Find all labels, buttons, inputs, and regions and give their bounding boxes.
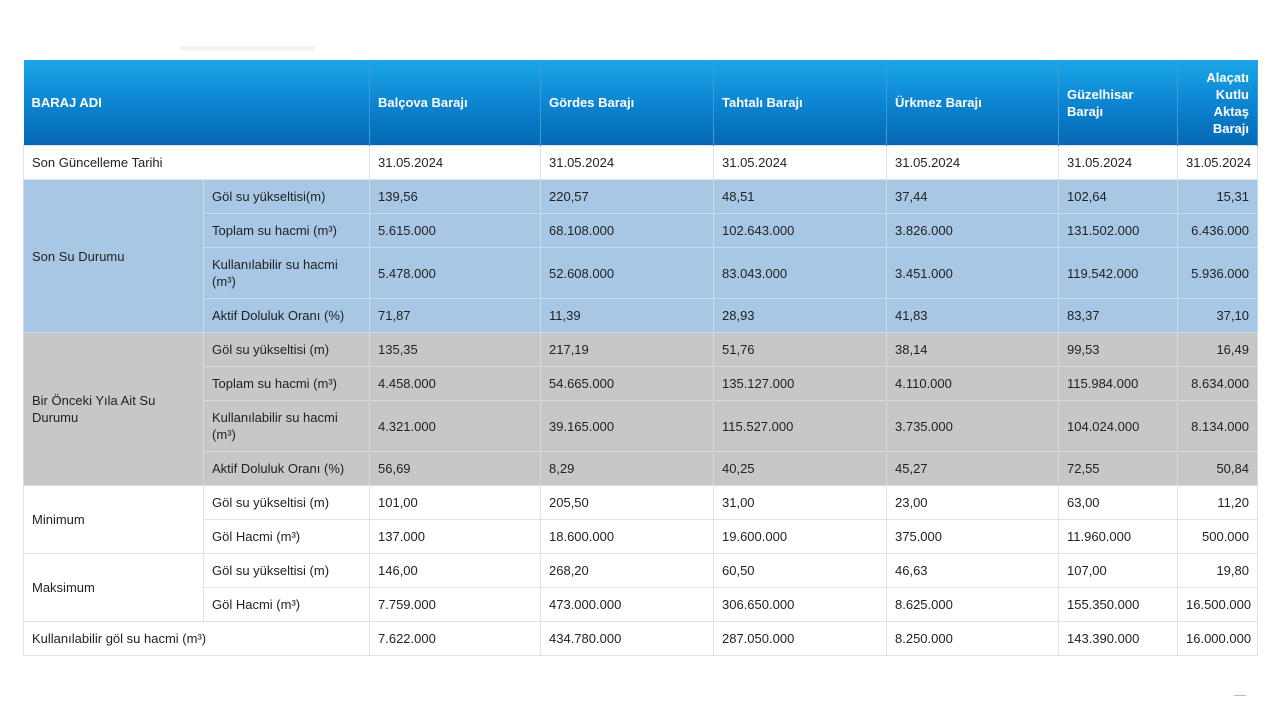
faint-top-bar bbox=[180, 46, 315, 51]
value-cell: 41,83 bbox=[887, 299, 1059, 333]
value-cell: 83.043.000 bbox=[714, 248, 887, 299]
value-cell: 139,56 bbox=[370, 180, 541, 214]
table-row bbox=[24, 214, 1258, 248]
value-cell: 7.622.000 bbox=[370, 622, 541, 656]
value-cell: 3.826.000 bbox=[887, 214, 1059, 248]
header-dam-urkmez: Ürkmez Barajı bbox=[887, 60, 1059, 146]
value-cell: 63,00 bbox=[1059, 486, 1178, 520]
table-row bbox=[24, 180, 1258, 214]
table-row bbox=[24, 299, 1258, 333]
value-cell: 107,00 bbox=[1059, 554, 1178, 588]
value-cell: 101,00 bbox=[370, 486, 541, 520]
corner-mark bbox=[1234, 695, 1246, 696]
value-cell: 8.250.000 bbox=[887, 622, 1059, 656]
value-cell: 16.500.000 bbox=[1178, 588, 1258, 622]
value-cell: 473.000.000 bbox=[541, 588, 714, 622]
update-date-cell: 31.05.2024 bbox=[1178, 146, 1258, 180]
value-cell: 3.735.000 bbox=[887, 401, 1059, 452]
value-cell: 19,80 bbox=[1178, 554, 1258, 588]
value-cell: 268,20 bbox=[541, 554, 714, 588]
value-cell: 115.527.000 bbox=[714, 401, 887, 452]
header-dam-tahtali: Tahtalı Barajı bbox=[714, 60, 887, 146]
row-label: Göl Hacmi (m³) bbox=[204, 588, 370, 622]
update-date-cell: 31.05.2024 bbox=[541, 146, 714, 180]
value-cell: 31,00 bbox=[714, 486, 887, 520]
value-cell: 146,00 bbox=[370, 554, 541, 588]
table-row bbox=[24, 520, 1258, 554]
value-cell: 83,37 bbox=[1059, 299, 1178, 333]
header-dam-alacati: Alaçatı Kutlu Aktaş Barajı bbox=[1178, 60, 1258, 146]
table-row bbox=[24, 452, 1258, 486]
value-cell: 51,76 bbox=[714, 333, 887, 367]
update-date-cell: 31.05.2024 bbox=[370, 146, 541, 180]
value-cell: 217,19 bbox=[541, 333, 714, 367]
value-cell: 102,64 bbox=[1059, 180, 1178, 214]
value-cell: 4.110.000 bbox=[887, 367, 1059, 401]
value-cell: 11.960.000 bbox=[1059, 520, 1178, 554]
value-cell: 4.458.000 bbox=[370, 367, 541, 401]
value-cell: 72,55 bbox=[1059, 452, 1178, 486]
value-cell: 306.650.000 bbox=[714, 588, 887, 622]
value-cell: 434.780.000 bbox=[541, 622, 714, 656]
value-cell: 135.127.000 bbox=[714, 367, 887, 401]
row-label: Aktif Doluluk Oranı (%) bbox=[204, 452, 370, 486]
table-row bbox=[24, 554, 1258, 588]
row-label: Göl su yükseltisi (m) bbox=[204, 333, 370, 367]
group-label-maximum: Maksimum bbox=[24, 554, 204, 622]
value-cell: 8.634.000 bbox=[1178, 367, 1258, 401]
value-cell: 48,51 bbox=[714, 180, 887, 214]
value-cell: 45,27 bbox=[887, 452, 1059, 486]
table-row bbox=[24, 248, 1258, 299]
value-cell: 19.600.000 bbox=[714, 520, 887, 554]
value-cell: 15,31 bbox=[1178, 180, 1258, 214]
row-label: Kullanılabilir su hacmi (m³) bbox=[204, 401, 370, 452]
row-label: Toplam su hacmi (m³) bbox=[204, 367, 370, 401]
update-date-cell: 31.05.2024 bbox=[714, 146, 887, 180]
value-cell: 4.321.000 bbox=[370, 401, 541, 452]
table-row bbox=[24, 401, 1258, 452]
header-dam-gordes: Gördes Barajı bbox=[541, 60, 714, 146]
row-label: Göl Hacmi (m³) bbox=[204, 520, 370, 554]
header-dam-balcova: Balçova Barajı bbox=[370, 60, 541, 146]
value-cell: 60,50 bbox=[714, 554, 887, 588]
value-cell: 99,53 bbox=[1059, 333, 1178, 367]
value-cell: 7.759.000 bbox=[370, 588, 541, 622]
header-dam-name: BARAJ ADI bbox=[24, 60, 370, 146]
value-cell: 37,10 bbox=[1178, 299, 1258, 333]
value-cell: 16,49 bbox=[1178, 333, 1258, 367]
value-cell: 50,84 bbox=[1178, 452, 1258, 486]
group-label-previous-year: Bir Önceki Yıla Ait Su Durumu bbox=[24, 333, 204, 486]
header-row bbox=[24, 60, 1258, 146]
table-row bbox=[24, 588, 1258, 622]
value-cell: 115.984.000 bbox=[1059, 367, 1178, 401]
row-label: Göl su yükseltisi (m) bbox=[204, 486, 370, 520]
value-cell: 68.108.000 bbox=[541, 214, 714, 248]
usable-volume-label: Kullanılabilir göl su hacmi (m³) bbox=[24, 622, 370, 656]
row-label: Kullanılabilir su hacmi (m³) bbox=[204, 248, 370, 299]
value-cell: 102.643.000 bbox=[714, 214, 887, 248]
value-cell: 155.350.000 bbox=[1059, 588, 1178, 622]
row-label: Göl su yükseltisi(m) bbox=[204, 180, 370, 214]
value-cell: 71,87 bbox=[370, 299, 541, 333]
value-cell: 5.478.000 bbox=[370, 248, 541, 299]
value-cell: 52.608.000 bbox=[541, 248, 714, 299]
dam-status-table bbox=[23, 60, 1258, 656]
value-cell: 8.134.000 bbox=[1178, 401, 1258, 452]
update-date-cell: 31.05.2024 bbox=[1059, 146, 1178, 180]
value-cell: 6.436.000 bbox=[1178, 214, 1258, 248]
value-cell: 205,50 bbox=[541, 486, 714, 520]
value-cell: 28,93 bbox=[714, 299, 887, 333]
value-cell: 135,35 bbox=[370, 333, 541, 367]
value-cell: 104.024.000 bbox=[1059, 401, 1178, 452]
update-date-row bbox=[24, 146, 1258, 180]
update-date-cell: 31.05.2024 bbox=[887, 146, 1059, 180]
value-cell: 8,29 bbox=[541, 452, 714, 486]
value-cell: 119.542.000 bbox=[1059, 248, 1178, 299]
value-cell: 5.615.000 bbox=[370, 214, 541, 248]
table-row bbox=[24, 486, 1258, 520]
group-label-minimum: Minimum bbox=[24, 486, 204, 554]
value-cell: 131.502.000 bbox=[1059, 214, 1178, 248]
value-cell: 40,25 bbox=[714, 452, 887, 486]
group-label-current: Son Su Durumu bbox=[24, 180, 204, 333]
value-cell: 375.000 bbox=[887, 520, 1059, 554]
value-cell: 23,00 bbox=[887, 486, 1059, 520]
row-label: Toplam su hacmi (m³) bbox=[204, 214, 370, 248]
value-cell: 11,20 bbox=[1178, 486, 1258, 520]
header-dam-guzelhisar: Güzelhisar Barajı bbox=[1059, 60, 1178, 146]
value-cell: 16.000.000 bbox=[1178, 622, 1258, 656]
value-cell: 46,63 bbox=[887, 554, 1059, 588]
row-label: Göl su yükseltisi (m) bbox=[204, 554, 370, 588]
value-cell: 5.936.000 bbox=[1178, 248, 1258, 299]
value-cell: 11,39 bbox=[541, 299, 714, 333]
value-cell: 3.451.000 bbox=[887, 248, 1059, 299]
table-row bbox=[24, 333, 1258, 367]
value-cell: 56,69 bbox=[370, 452, 541, 486]
value-cell: 143.390.000 bbox=[1059, 622, 1178, 656]
value-cell: 500.000 bbox=[1178, 520, 1258, 554]
value-cell: 54.665.000 bbox=[541, 367, 714, 401]
value-cell: 37,44 bbox=[887, 180, 1059, 214]
value-cell: 287.050.000 bbox=[714, 622, 887, 656]
value-cell: 8.625.000 bbox=[887, 588, 1059, 622]
table-row bbox=[24, 367, 1258, 401]
value-cell: 18.600.000 bbox=[541, 520, 714, 554]
value-cell: 220,57 bbox=[541, 180, 714, 214]
usable-volume-row bbox=[24, 622, 1258, 656]
row-label: Aktif Doluluk Oranı (%) bbox=[204, 299, 370, 333]
value-cell: 39.165.000 bbox=[541, 401, 714, 452]
update-date-label: Son Güncelleme Tarihi bbox=[24, 146, 370, 180]
value-cell: 38,14 bbox=[887, 333, 1059, 367]
value-cell: 137.000 bbox=[370, 520, 541, 554]
